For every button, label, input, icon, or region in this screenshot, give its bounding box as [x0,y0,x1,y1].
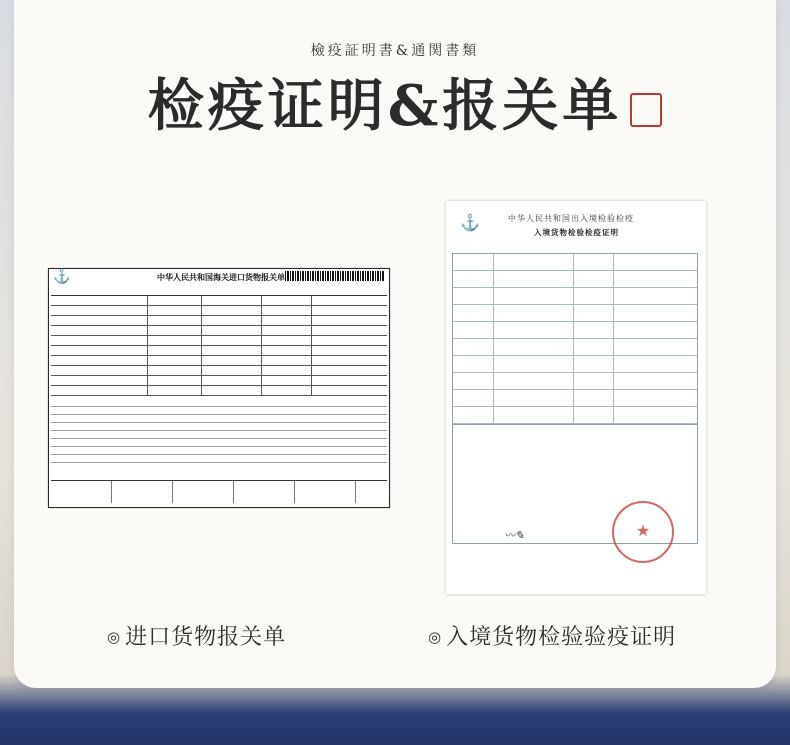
page-subtitle: 檢疫証明書&通関書類 [310,43,480,59]
caption-customs-declaration [107,620,286,651]
certificate-info-table [452,253,698,425]
customs-emblem-icon: ⚓ [53,269,71,285]
declaration-goods-lines [51,399,387,469]
seal-stamp-icon [630,93,662,127]
barcode-icon [285,271,385,281]
customs-declaration-image [48,268,390,508]
declaration-form-grid [51,295,387,396]
declaration-footer [51,480,387,503]
customs-declaration-title: 中华人民共和国海关进口货物报关单 [157,273,285,282]
page-title: 检疫证明&报关单 [147,73,623,139]
bullet-icon: ◎ [428,628,443,646]
official-stamp-icon: ★ [612,501,674,563]
signature-icon: 〰✎ [504,529,525,542]
certificate-title-line1: 中华人民共和国出入境检验检疫 [508,214,634,223]
inspection-emblem-icon: ⚓ [460,213,480,232]
certificate-title-line2: 入境货物检验检疫证明 [534,228,619,237]
bullet-icon: ◎ [107,628,122,646]
caption-quarantine-certificate [428,620,676,651]
quarantine-certificate-image [446,201,706,594]
caption-left-text: 进口货物报关单 [125,625,287,650]
caption-right-text: 入境货物检验验疫证明 [446,625,677,650]
